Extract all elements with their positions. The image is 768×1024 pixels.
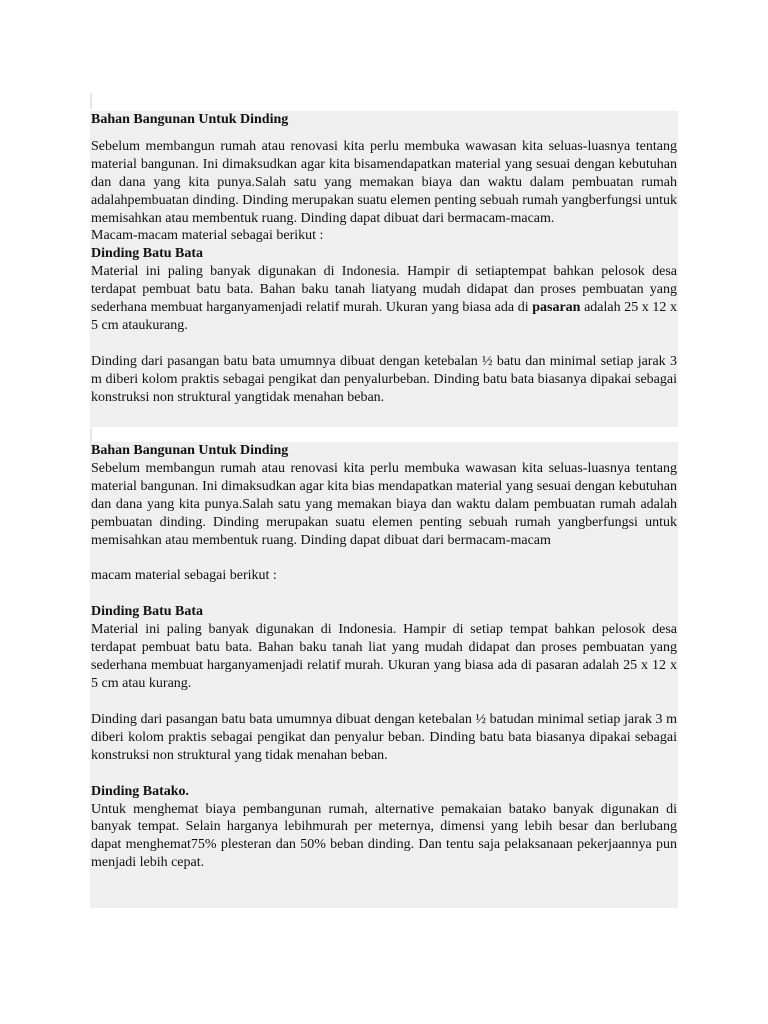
intro-paragraph: Sebelum membangun rumah atau renovasi kita perlu membuka wawasan kita seluas-luasnya tentang material bangunan. Ini dimaksudkan agar kita bias mendapatkan material yang sesuai dengan kebutuhan dan dana yang kita punya.Salah satu yang memakan biaya dan waktu dalam pembuatan rumah adalah pembuatan dinding. Dinding merupakan suatu elemen penting sebuah rumah yangberfungsi untuk memisahkan atau membentuk ruang. Dinding dapat dibuat dari bermacam-macam (91, 460, 677, 548)
batu-bata-paragraph-2: Dinding dari pasangan batu bata umumnya dibuat dengan ketebalan ½ batudan minimal setiap jarak 3 m diberi kolom praktis sebagai pengikat dan penyalur beban. Dinding batu bata biasanya dipakai sebagai konstruksi non struktural yang tidak menahan beban. (91, 711, 677, 763)
text-block-2 (90, 442, 678, 908)
batu-bata-text-b: adalah 25 x 12 x 5 cm ataukurang. (91, 300, 678, 333)
material-list-intro: macam material sebagai berikut : (91, 568, 277, 584)
batu-bata-paragraph: Material ini paling banyak digunakan di Indonesia. Hampir di setiap tempat bahkan pelosok desa terdapat pembuat batu bata. Bahan baku tanah liat yang mudah didapat dan proses pembuatan yang sederhana membuat harganyamenjadi relatif murah. Ukuran yang biasa ada di pasaran adalah 25 x 12 x 5 cm atau kurang. (91, 622, 677, 691)
batako-paragraph: Untuk menghemat biaya pembangunan rumah, alternative pemakaian batako banyak digunakan di banyak tempat. Selain harganya lebihmurah per meternya, dimensi yang lebih besar dan berlubang dapat menghemat75% plesteran dan 50% beban dinding. Dan tentu saja pelaksanaan pekerjaannya pun menjadi lebih cepat. (91, 801, 677, 871)
material-list-intro: Macam-macam material sebagai berikut : (91, 228, 324, 244)
section-marker (90, 93, 92, 109)
heading-batu-bata: Dinding Batu Bata (91, 246, 204, 262)
text-block-1 (90, 111, 678, 427)
batu-bata-text-a: Material ini paling banyak digunakan di Indonesia. Hampir di setiaptempat bahkan pelosok desa terdapat pembuat batu bata. Bahan baku tanah liatyang mudah didapat dan proses pembuatan yang sederhana membuat harganyamenjadi relatif murah. Ukuran yang biasa ada di (91, 264, 677, 316)
pasaran-bold-text: pasaran (532, 300, 581, 316)
intro-paragraph: Sebelum membangun rumah atau renovasi kita perlu membuka wawasan kita seluas-luasnya tentang material bangunan. Ini dimaksudkan agar kita bisamendapatkan material yang sesuai dengan kebutuhan dan dana yang kita punya.Salah satu yang memakan biaya dan waktu dalam pembuatan rumah adalahpembuatan dinding. Dinding merupakan suatu elemen penting sebuah rumah yangberfungsi untuk memisahkan atau membentuk ruang. Dinding dapat dibuat dari bermacam-macam. (91, 138, 677, 226)
section-title: Bahan Bangunan Untuk Dinding (91, 443, 289, 458)
heading-batu-bata: Dinding Batu Bata (91, 604, 204, 620)
batu-bata-paragraph (91, 263, 677, 335)
heading-batako: Dinding Batako. (91, 783, 190, 799)
batu-bata-paragraph-2: Dinding dari pasangan batu bata umumnya dibuat dengan ketebalan ½ batu dan minimal setiap jarak 3 m diberi kolom praktis sebagai pengikat dan penyalurbeban. Dinding batu bata biasanya dipakai sebagai konstruksi non struktural yangtidak menahan beban. (91, 353, 677, 405)
section-title: Bahan Bangunan Untuk Dinding (91, 112, 289, 127)
